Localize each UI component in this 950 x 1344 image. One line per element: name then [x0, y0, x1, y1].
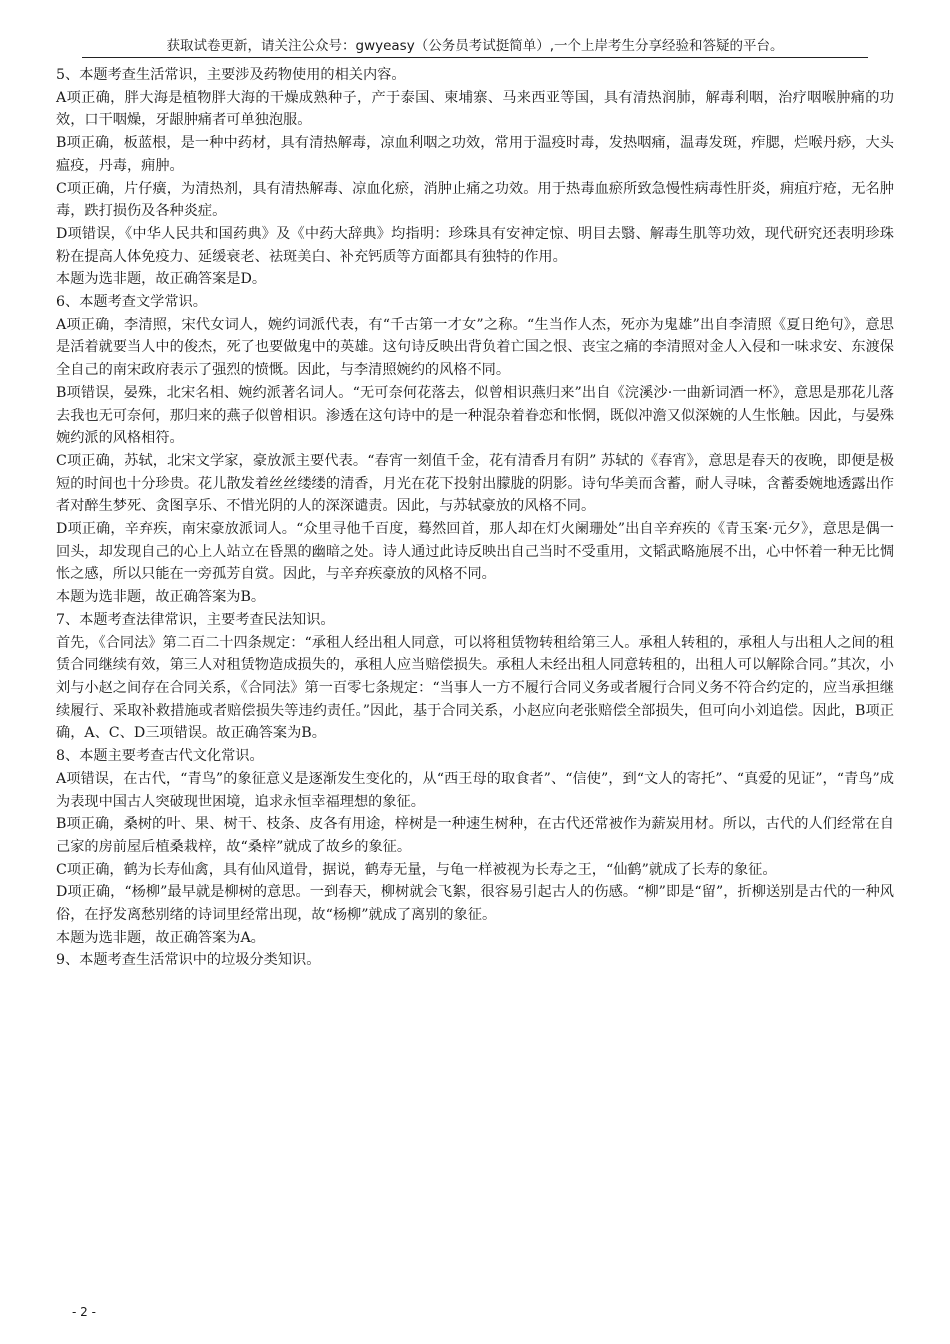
page-header: 获取试卷更新，请关注公众号：gwyeasy（公务员考试挺简单）,一个上岸考生分享经验和答疑的平台。	[82, 36, 868, 58]
question-8-option-b: B项正确，桑树的叶、果、树干、枝条、皮各有用途，梓树是一种速生树种，在古代还常被作为薪炭用材。所以，古代的人们经常在自己家的房前屋后植桑栽梓，故“桑梓”就成了故乡的象征。	[56, 816, 894, 855]
page-number: - 2 -	[72, 1305, 96, 1319]
question-5-answer: 本题为选非题，故正确答案是D。	[56, 271, 267, 288]
question-7-heading: 7、本题考查法律常识，主要考查民法知识。	[56, 611, 335, 628]
question-5-heading: 5、本题考查生活常识，主要涉及药物使用的相关内容。	[56, 67, 406, 83]
question-7-explanation: 首先，《合同法》第二百二十四条规定：“承租人经出租人同意，可以将租赁物转租给第三人。承租人转租的，承租人与出租人之间的租赁合同继续有效，第三人对租赁物造成损失的，承租人应当赔偿损失。承租人未经出租人同意转租的，出租人可以解除合同。”其次，小刘与小赵之间存在合同关系，《合同法》第一百零七条规定：“当事人一方不履行合同义务或者履行合同义务不符合约定的，应当承担继续履行、采取补救措施或者赔偿损失等违约责任。”因此，基于合同关系，小赵应向老张赔偿全部损失，但可向小刘追偿。因此，B项正确，A、C、D三项错误。故正确答案为B。	[56, 634, 894, 742]
question-9-heading: 9、本题考查生活常识中的垃圾分类知识。	[56, 952, 321, 969]
question-6-option-b: B项错误，晏殊，北宋名相、婉约派著名词人。“无可奈何花落去，似曾相识燕归来”出自《浣溪沙·一曲新词酒一杯》，意思是那花儿落去我也无可奈何，那归来的燕子似曾相识。渗透在这句诗中的是一种混杂着眷恋和怅惘，既似冲澹又似深婉的人生怅触。因此，与晏殊婉约派的风格相符。	[56, 384, 894, 447]
document-body	[56, 64, 894, 972]
question-5-option-b: B项正确，板蓝根，是一种中药材，具有清热解毒，凉血利咽之功效，常用于温疫时毒，发热咽痛，温毒发斑，痄腮，烂喉丹痧，大头瘟疫，丹毒，痈肿。	[56, 135, 894, 174]
question-5-option-d: D项错误，《中华人民共和国药典》及《中药大辞典》均指明：珍珠具有安神定惊、明目去翳、解毒生肌等功效，现代研究还表明珍珠粉在提高人体免疫力、延缓衰老、祛斑美白、补充钙质等方面都具有独特的作用。	[56, 225, 894, 265]
question-6-answer: 本题为选非题，故正确答案为B。	[56, 589, 266, 606]
question-8-heading: 8、本题主要考查古代文化常识。	[56, 748, 264, 765]
question-5-option-c: C项正确，片仔癀，为清热剂，具有清热解毒、凉血化瘀，消肿止痛之功效。用于热毒血瘀所致急慢性病毒性肝炎，痈疽疔疮，无名肿毒，跌打损伤及各种炎症。	[56, 180, 894, 220]
question-8-option-d: D项正确，“杨柳”最早就是柳树的意思。一到春天，柳树就会飞絮，很容易引起古人的伤感。“柳”即是“留”，折柳送别是古代的一种风俗，在抒发离愁别绪的诗词里经常出现，故“杨柳”就成了离别的象征。	[56, 884, 894, 924]
question-6-option-a: A项正确，李清照，宋代女词人，婉约词派代表，有“千古第一才女”之称。“生当作人杰，死亦为鬼雄”出自李清照《夏日绝句》，意思是活着就要当人中的俊杰，死了也要做鬼中的英雄。这句诗反映出背负着亡国之恨、丧宝之痛的李清照对金人入侵和一味求安、东渡保全自己的南宋政府表示了强烈的愤慨。因此，与李清照婉约的风格不同。	[56, 316, 894, 379]
question-5-option-a: A项正确，胖大海是植物胖大海的干燥成熟种子，产于泰国、柬埔寨、马来西亚等国，具有清热润肺，解毒利咽，治疗咽喉肿痛的功效，口干咽燥，牙龈肿痛者可单独泡服。	[56, 89, 894, 129]
question-8-option-a: A项错误，在古代，“青鸟”的象征意义是逐渐发生变化的，从“西王母的取食者”、“信使”，到“文人的寄托”、“真爱的见证”，“青鸟”成为表现中国古人突破现世困境，追求永恒幸福理想的象征。	[56, 770, 894, 810]
question-6-heading: 6、本题考查文学常识。	[56, 294, 207, 311]
question-6-option-d: D项正确，辛弃疾，南宋豪放派词人。“众里寻他千百度，蓦然回首，那人却在灯火阑珊处”出自辛弃疾的《青玉案·元夕》，意思是偶一回头，却发现自己的心上人站立在昏黑的幽暗之处。诗人通过此诗反映出自己当时不受重用，文韬武略施展不出，心中怀着一种无比惆怅之感，所以只能在一旁孤芳自赏。因此，与辛弃疾豪放的风格不同。	[56, 521, 894, 583]
question-8-option-c: C项正确，鹤为长寿仙禽，具有仙风道骨，据说，鹤寿无量，与龟一样被视为长寿之王，“仙鹤”就成了长寿的象征。	[56, 861, 777, 878]
question-8-answer: 本题为选非题，故正确答案为A。	[56, 929, 265, 946]
question-6-option-c: C项正确，苏轼，北宋文学家，豪放派主要代表。“春宵一刻值千金，花有清香月有阴” 苏轼的《春宵》，意思是春天的夜晚，即便是极短的时间也十分珍贵。花儿散发着丝丝缕缕的清香，月光在花下投射出朦胧的阴影。诗句华美而含蓄，耐人寻味，含蓄委婉地透露出作者对醉生梦死、贪图享乐、不惜光阴的人的深深谴责。因此，与苏轼豪放的风格不同。	[56, 452, 894, 515]
